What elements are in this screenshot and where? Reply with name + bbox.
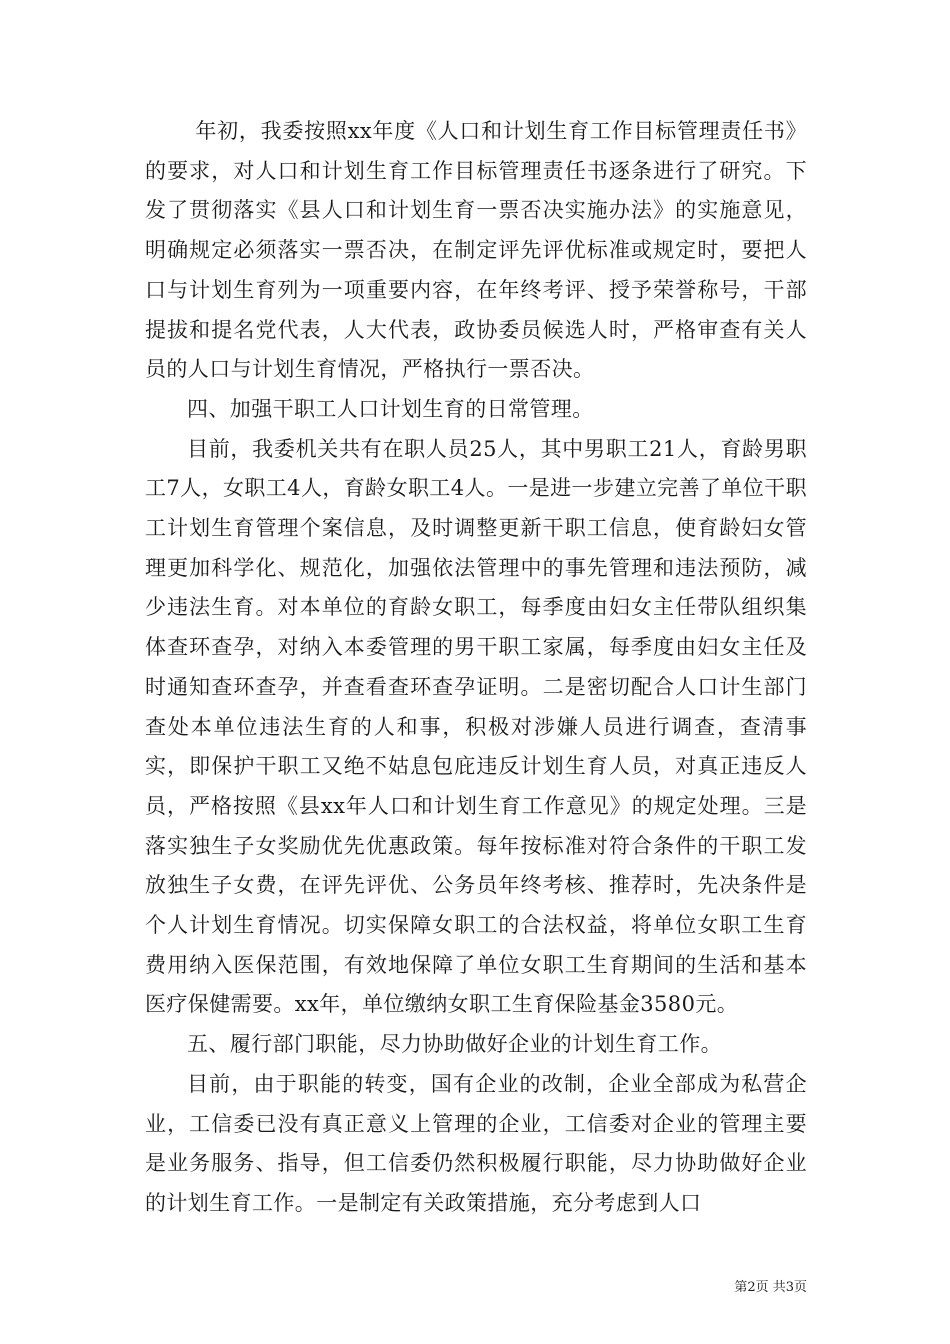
paragraph-enterprise-assistance: 目前，由于职能的转变，国有企业的改制，企业全部成为私营企业，工信委已没有真正意义上管理的企业，工信委对企业的管理主要是业务服务、指导，但工信委仍然积极履行职能，尽力协助做好企业的计划生育工作。一是制定有关政策措施，充分考虑到人口 bbox=[145, 1071, 807, 1215]
document-page bbox=[145, 112, 807, 1224]
section-heading-4: 四、加强干职工人口计划生育的日常管理。 bbox=[187, 396, 594, 421]
paragraph-daily-management: 目前，我委机关共有在职人员25人，其中男职工21人，育龄男职工7人，女职工4人，育龄女职工4人。一是进一步建立完善了单位干职工计划生育管理个案信息，及时调整更新干职工信息，使育龄妇女管理更加科学化、规范化，加强依法管理中的事先管理和违法预防，减少违法生育。对本单位的育龄女职工，每季度由妇女主任带队组织集体查环查孕，对纳入本委管理的男干职工家属，每季度由妇女主任及时通知查环查孕，并查看查环查孕证明。二是密切配合人口计生部门查处本单位违法生育的人和事，积极对涉嫌人员进行调查，查清事实，即保护干职工又绝不姑息包庇违反计划生育人员，对真正违反人员，严格按照《县xx年人口和计划生育工作意见》的规定处理。三是落实独生子女奖励优先优惠政策。每年按标准对符合条件的干职工发放独生子女费，在评先评优、公务员年终考核、推荐时，先决条件是个人计划生育情况。切实保障女职工的合法权益，将单位女职工生育费用纳入医保范围，有效地保障了单位女职工生育期间的生活和基本医疗保健需要。xx年，单位缴纳女职工生育保险基金3580元。 bbox=[145, 436, 807, 1017]
page-number-footer bbox=[734, 1276, 807, 1295]
paragraph-target-responsibility: 年初，我委按照xx年度《人口和计划生育工作目标管理责任书》的要求，对人口和计划生育工作目标管理责任书逐条进行了研究。下发了贯彻落实《县人口和计划生育一票否决实施办法》的实施意见，明确规定必须落实一票否决，在制定评先评优标准或规定时，要把人口与计划生育列为一项重要内容，在年终考评、授予荣誉称号，干部提拔和提名党代表，人大代表，政协委员候选人时，严格审查有关人员的人口与计划生育情况，严格执行一票否决。 bbox=[145, 119, 807, 382]
page-label: 第2页 共3页 bbox=[734, 1280, 807, 1295]
section-heading-5: 五、履行部门职能，尽力协助做好企业的计划生育工作。 bbox=[187, 1032, 722, 1057]
